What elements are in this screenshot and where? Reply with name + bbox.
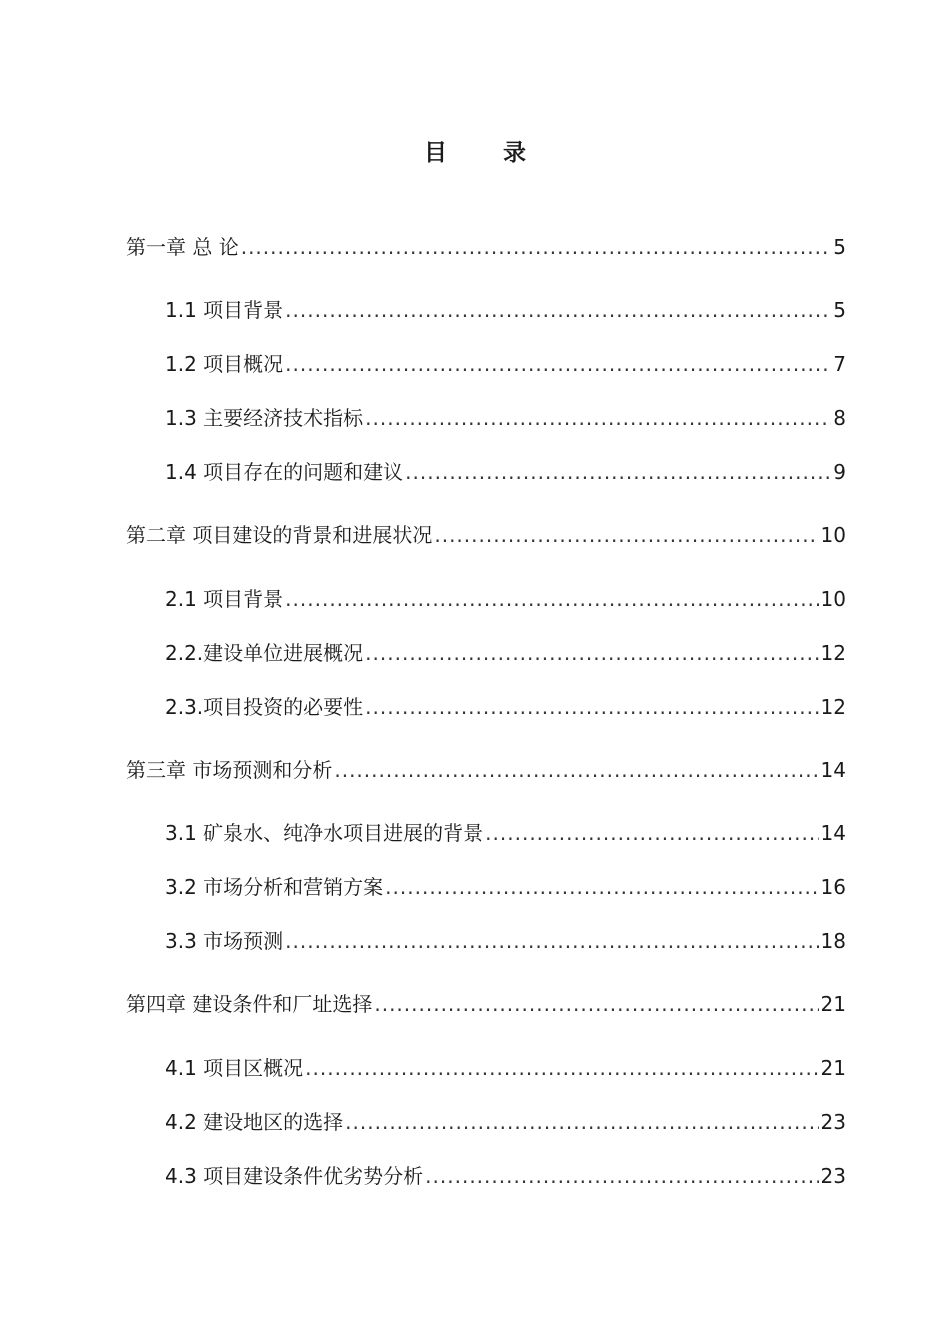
toc-entry-label: 3.1 矿泉水、纯净水项目进展的背景	[165, 821, 484, 845]
toc-entry-page: 8	[833, 406, 846, 430]
toc-entry-page: 12	[820, 641, 846, 665]
toc-entry-label: 1.3 主要经济技术指标	[165, 406, 364, 430]
toc-entry-page: 21	[820, 992, 846, 1016]
dot-leader	[285, 349, 831, 379]
toc-entry-page: 23	[820, 1110, 846, 1134]
toc-entry-3-3[interactable]	[165, 926, 846, 956]
toc-entry-chapter-4[interactable]	[126, 989, 846, 1019]
toc-entry-page: 9	[833, 460, 846, 484]
toc-entry-1-2[interactable]	[165, 349, 846, 379]
dot-leader	[434, 520, 818, 550]
toc-entry-page: 14	[820, 758, 846, 782]
toc-entry-label: 2.1 项目背景	[165, 587, 284, 611]
toc-title: 目 录	[423, 140, 550, 166]
toc-entry-page: 5	[833, 235, 846, 259]
toc-entry-page: 12	[820, 695, 846, 719]
toc-entry-chapter-1[interactable]	[126, 232, 846, 262]
dot-leader	[285, 584, 818, 614]
toc-entry-1-1[interactable]	[165, 295, 846, 325]
dot-leader	[285, 926, 818, 956]
dot-leader	[425, 1161, 818, 1191]
toc-entry-page: 21	[820, 1056, 846, 1080]
toc-entry-page: 18	[820, 929, 846, 953]
toc-entry-label: 1.2 项目概况	[165, 352, 284, 376]
dot-leader	[485, 818, 818, 848]
dot-leader	[374, 989, 818, 1019]
dot-leader	[241, 232, 832, 262]
toc-entry-page: 16	[820, 875, 846, 899]
dot-leader	[365, 403, 831, 433]
toc-entry-2-1[interactable]	[165, 584, 846, 614]
dot-leader	[385, 872, 818, 902]
toc-entry-label: 第一章 总 论	[126, 235, 239, 259]
toc-entry-label: 第三章 市场预测和分析	[126, 758, 333, 782]
toc-entry-chapter-3[interactable]	[126, 755, 846, 785]
toc-entry-label: 2.3.项目投资的必要性	[165, 695, 364, 719]
toc-entry-1-3[interactable]	[165, 403, 846, 433]
dot-leader	[365, 638, 818, 668]
toc-entry-label: 3.2 市场分析和营销方案	[165, 875, 384, 899]
toc-entry-label: 1.4 项目存在的问题和建议	[165, 460, 404, 484]
toc-entry-label: 3.3 市场预测	[165, 929, 284, 953]
toc-entry-label: 4.3 项目建设条件优劣势分析	[165, 1164, 424, 1188]
dot-leader	[334, 755, 818, 785]
toc-entry-label: 4.2 建设地区的选择	[165, 1110, 344, 1134]
toc-entry-4-1[interactable]	[165, 1053, 846, 1083]
toc-entry-label: 4.1 项目区概况	[165, 1056, 304, 1080]
toc-entry-page: 5	[833, 298, 846, 322]
toc-entry-page: 7	[833, 352, 846, 376]
toc-entry-4-3[interactable]	[165, 1161, 846, 1191]
toc-entry-page: 10	[820, 587, 846, 611]
toc-entry-1-4[interactable]	[165, 457, 846, 487]
toc-entry-3-2[interactable]	[165, 872, 846, 902]
dot-leader	[365, 692, 818, 722]
toc-entry-label: 2.2.建设单位进展概况	[165, 641, 364, 665]
dot-leader	[345, 1107, 818, 1137]
toc-entry-label: 1.1 项目背景	[165, 298, 284, 322]
toc-entry-label: 第四章 建设条件和厂址选择	[126, 992, 373, 1016]
dot-leader	[305, 1053, 818, 1083]
dot-leader	[285, 295, 831, 325]
toc-entry-4-2[interactable]	[165, 1107, 846, 1137]
toc-entry-2-3[interactable]	[165, 692, 846, 722]
toc-entry-page: 10	[820, 523, 846, 547]
toc-entry-2-2[interactable]	[165, 638, 846, 668]
toc-entry-3-1[interactable]	[165, 818, 846, 848]
toc-entry-page: 23	[820, 1164, 846, 1188]
toc-entry-label: 第二章 项目建设的背景和进展状况	[126, 523, 433, 547]
toc-entry-page: 14	[820, 821, 846, 845]
toc-entry-chapter-2[interactable]	[126, 520, 846, 550]
dot-leader	[405, 457, 831, 487]
